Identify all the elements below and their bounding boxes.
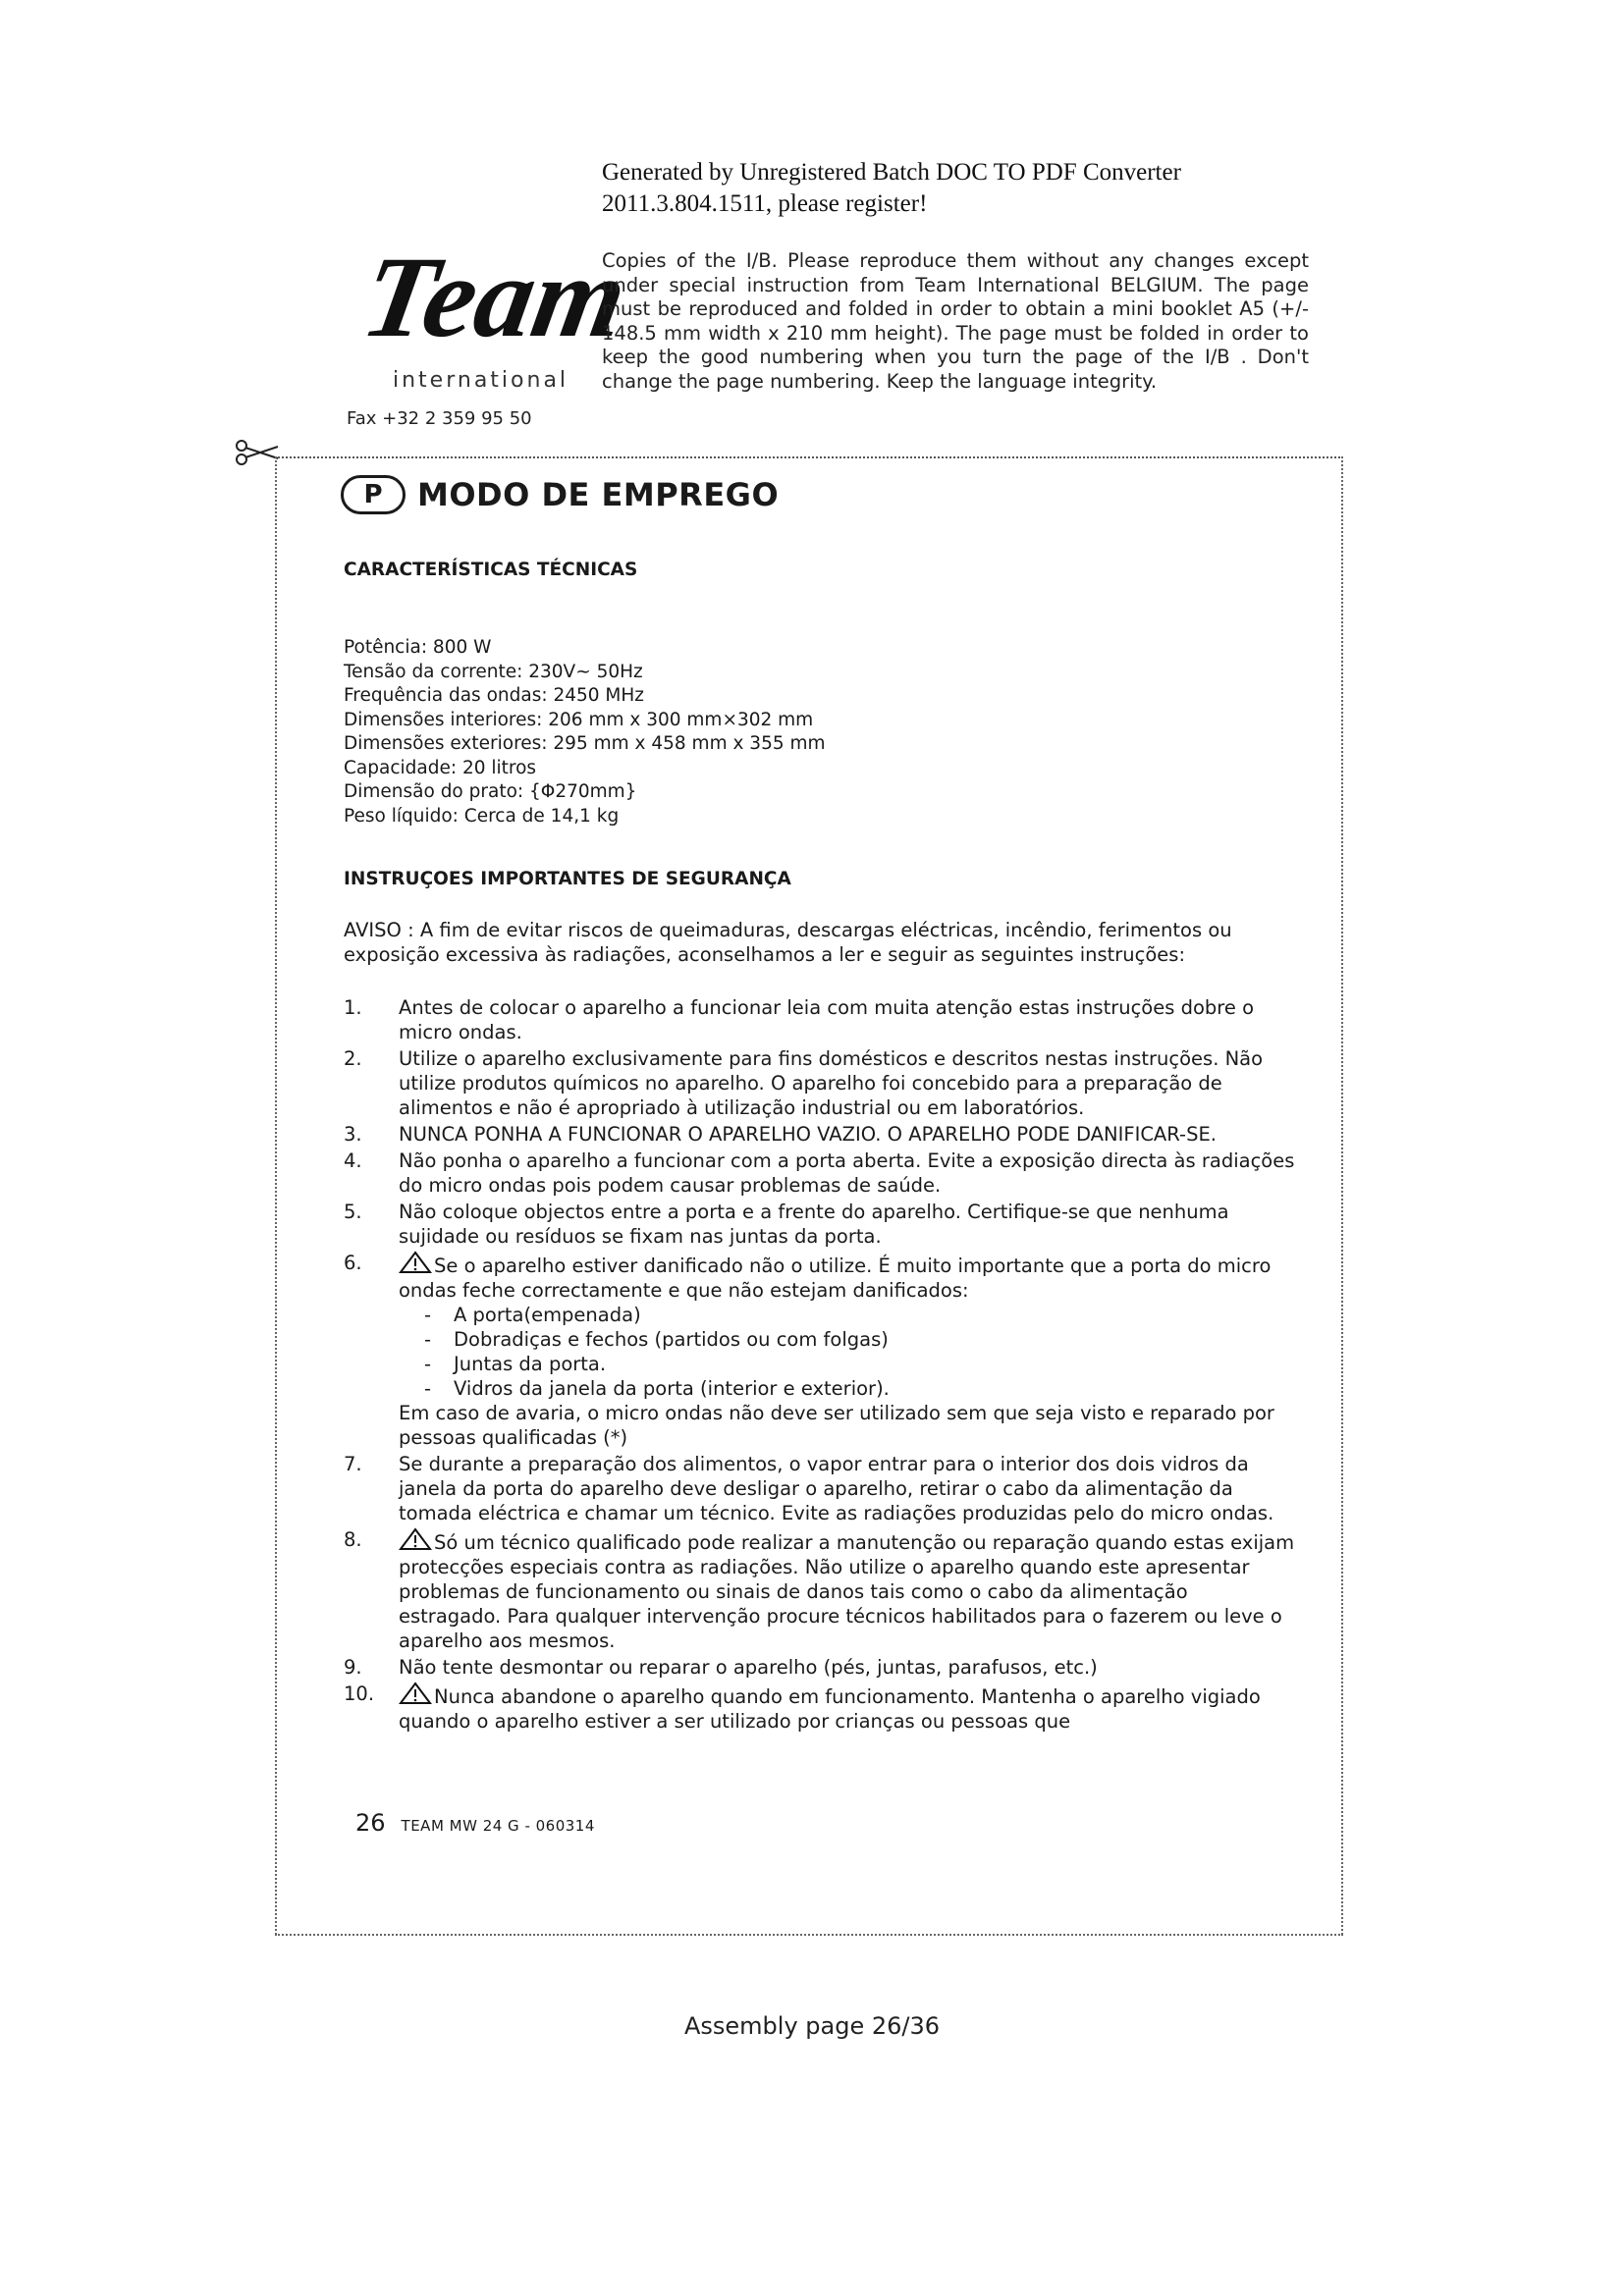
item-number: 6. (344, 1252, 362, 1274)
page-number: 26 (355, 1809, 386, 1837)
item-text: Antes de colocar o aparelho a funcionar leia com muita atenção estas instruções dobre o micro ondas. (399, 996, 1254, 1043)
list-item (344, 1655, 1296, 1680)
sub-item: - Dobradiças e fechos (partidos ou com folgas) (424, 1328, 889, 1351)
converter-watermark-text (602, 157, 1348, 220)
list-item (344, 1452, 1296, 1525)
svg-text:Team: Team (353, 232, 636, 361)
item-number: 2. (344, 1047, 362, 1070)
generated-line-1: Generated by Unregistered Batch DOC TO PDF Converter (602, 159, 1181, 186)
frame-border-right (1341, 456, 1343, 1935)
page-footer (355, 1809, 595, 1837)
item-number: 5. (344, 1201, 362, 1223)
manual-title: MODO DE EMPREGO (417, 476, 780, 513)
specs-list (344, 636, 826, 828)
spec-line: Frequência das ondas: 2450 MHz (344, 685, 644, 706)
spec-line: Capacidade: 20 litros (344, 757, 537, 778)
list-item (344, 995, 1296, 1044)
item-text: NUNCA PONHA A FUNCIONAR O APARELHO VAZIO. O APARELHO PODE DANIFICAR-SE. (399, 1123, 1217, 1146)
item-text: Não coloque objectos entre a porta e a frente do aparelho. Certifique-se que nenhuma sujidade ou resíduos se fixam nas juntas da porta. (399, 1201, 1229, 1248)
item-text: Nunca abandone o aparelho quando em funcionamento. Mantenha o aparelho vigiado quando o aparelho estiver a ser utilizado por crianças ou pessoas que (399, 1685, 1261, 1733)
sub-item-text: Dobradiças e fechos (partidos ou com folgas) (454, 1328, 889, 1351)
list-item (344, 1200, 1296, 1249)
manual-title-row (341, 475, 779, 514)
item-number: 7. (344, 1453, 362, 1475)
item-text: Se durante a preparação dos alimentos, o vapor entrar para o interior dos dois vidros da janela da porta do aparelho deve desligar o aparelho, retirar o cabo da alimentação da tomada eléctrica e chamar um técnico. Evite as radiações produzidas pelo do micro ondas. (399, 1453, 1274, 1524)
item-number: 10. (344, 1682, 375, 1705)
warning-triangle-icon (399, 1251, 432, 1274)
safety-heading: INSTRUÇOES IMPORTANTES DE SEGURANÇA (344, 869, 791, 889)
spec-line: Peso líquido: Cerca de 14,1 kg (344, 805, 620, 827)
copies-instruction: Copies of the I/B. Please reproduce them without any changes except under special instruction from Team International BELGIUM. The page must be reproduced and folded in order to obtain a mini booklet A5 (+/- 148.5 mm width x 210 mm height). The page must be folded in order to keep the good numbering when you turn the page of the I/B . Don't change the page numbering. Keep the language integrity. (602, 249, 1309, 393)
sub-item: - Juntas da porta. (424, 1353, 607, 1375)
generated-line-2: 2011.3.804.1511, please register! (602, 190, 928, 217)
sub-item-text: A porta(empenada) (454, 1304, 641, 1326)
item-number: 9. (344, 1656, 362, 1679)
list-item (344, 1527, 1296, 1653)
warning-triangle-icon (399, 1527, 432, 1551)
list-item (344, 1122, 1296, 1147)
assembly-page-label: Assembly page 26/36 (683, 2012, 941, 2040)
spec-line: Dimensões interiores: 206 mm x 300 mm×302 mm (344, 709, 814, 730)
item-after-text: Em caso de avaria, o micro ondas não deve ser utilizado sem que seja visto e reparado por pessoas qualificadas (*) (399, 1402, 1274, 1449)
item-text: Não tente desmontar ou reparar o aparelho (pés, juntas, parafusos, etc.) (399, 1656, 1098, 1679)
list-item (344, 1148, 1296, 1198)
sub-item-text: Vidros da janela da porta (interior e exterior). (454, 1377, 890, 1400)
item-text: Só um técnico qualificado pode realizar a manutenção ou reparação quando estas exijam protecções especiais contra as radiações. Não utilize o aparelho quando este apresentar problemas de funcionamento ou sinais de danos tais como o cabo da alimentação estragado. Para qualquer intervenção procure técnicos habilitados para o fazerem ou leve o aparelho aos mesmos. (399, 1531, 1295, 1652)
item-number: 3. (344, 1123, 362, 1146)
item-text: Não ponha o aparelho a funcionar com a porta aberta. Evite a exposição directa às radiações do micro ondas pois podem causar problemas de saúde. (399, 1149, 1295, 1197)
item-text: Utilize o aparelho exclusivamente para fins domésticos e descritos nestas instruções. Não utilize produtos químicos no aparelho. O aparelho foi concebido para a preparação de alimentos e não é apropriado à utilização industrial ou em laboratórios. (399, 1047, 1264, 1119)
warning-triangle-icon (399, 1682, 432, 1705)
model-code: TEAM MW 24 G - 060314 (401, 1817, 595, 1835)
list-item (344, 1046, 1296, 1120)
list-item (344, 1251, 1296, 1450)
item-number: 1. (344, 996, 362, 1019)
safety-instructions-list (344, 995, 1296, 1735)
spec-line: Potência: 800 W (344, 637, 492, 658)
item-text: Se o aparelho estiver danificado não o utilize. É muito importante que a porta do micro ondas feche correctamente e que não estejam danificados: (399, 1255, 1272, 1302)
item-number: 8. (344, 1528, 362, 1551)
spec-line: Dimensões exteriores: 295 mm x 458 mm x 355 mm (344, 733, 826, 754)
cut-line (275, 456, 1343, 458)
item-number: 4. (344, 1149, 362, 1172)
warning-paragraph: AVISO : A fim de evitar riscos de queimaduras, descargas eléctricas, incêndio, ferimentos ou exposição excessiva às radiações, aconselhamos a ler e seguir as seguintes instruções: (344, 919, 1232, 966)
sub-item: - Vidros da janela da porta (interior e exterior). (424, 1377, 890, 1400)
list-item (344, 1682, 1296, 1734)
specs-heading: CARACTERÍSTICAS TÉCNICAS (344, 560, 638, 580)
sub-item: - A porta(empenada) (424, 1304, 641, 1326)
language-badge: P (341, 475, 406, 514)
frame-border-bottom (275, 1934, 1343, 1936)
spec-line: Dimensão do prato: {Φ270mm} (344, 781, 637, 802)
team-international-logo (353, 218, 636, 395)
frame-border-left (275, 456, 277, 1935)
sub-item-text: Juntas da porta. (454, 1353, 607, 1375)
svg-text:international: international (393, 368, 569, 393)
fax-number: Fax +32 2 359 95 50 (347, 408, 532, 429)
spec-line: Tensão da corrente: 230V~ 50Hz (344, 661, 643, 682)
